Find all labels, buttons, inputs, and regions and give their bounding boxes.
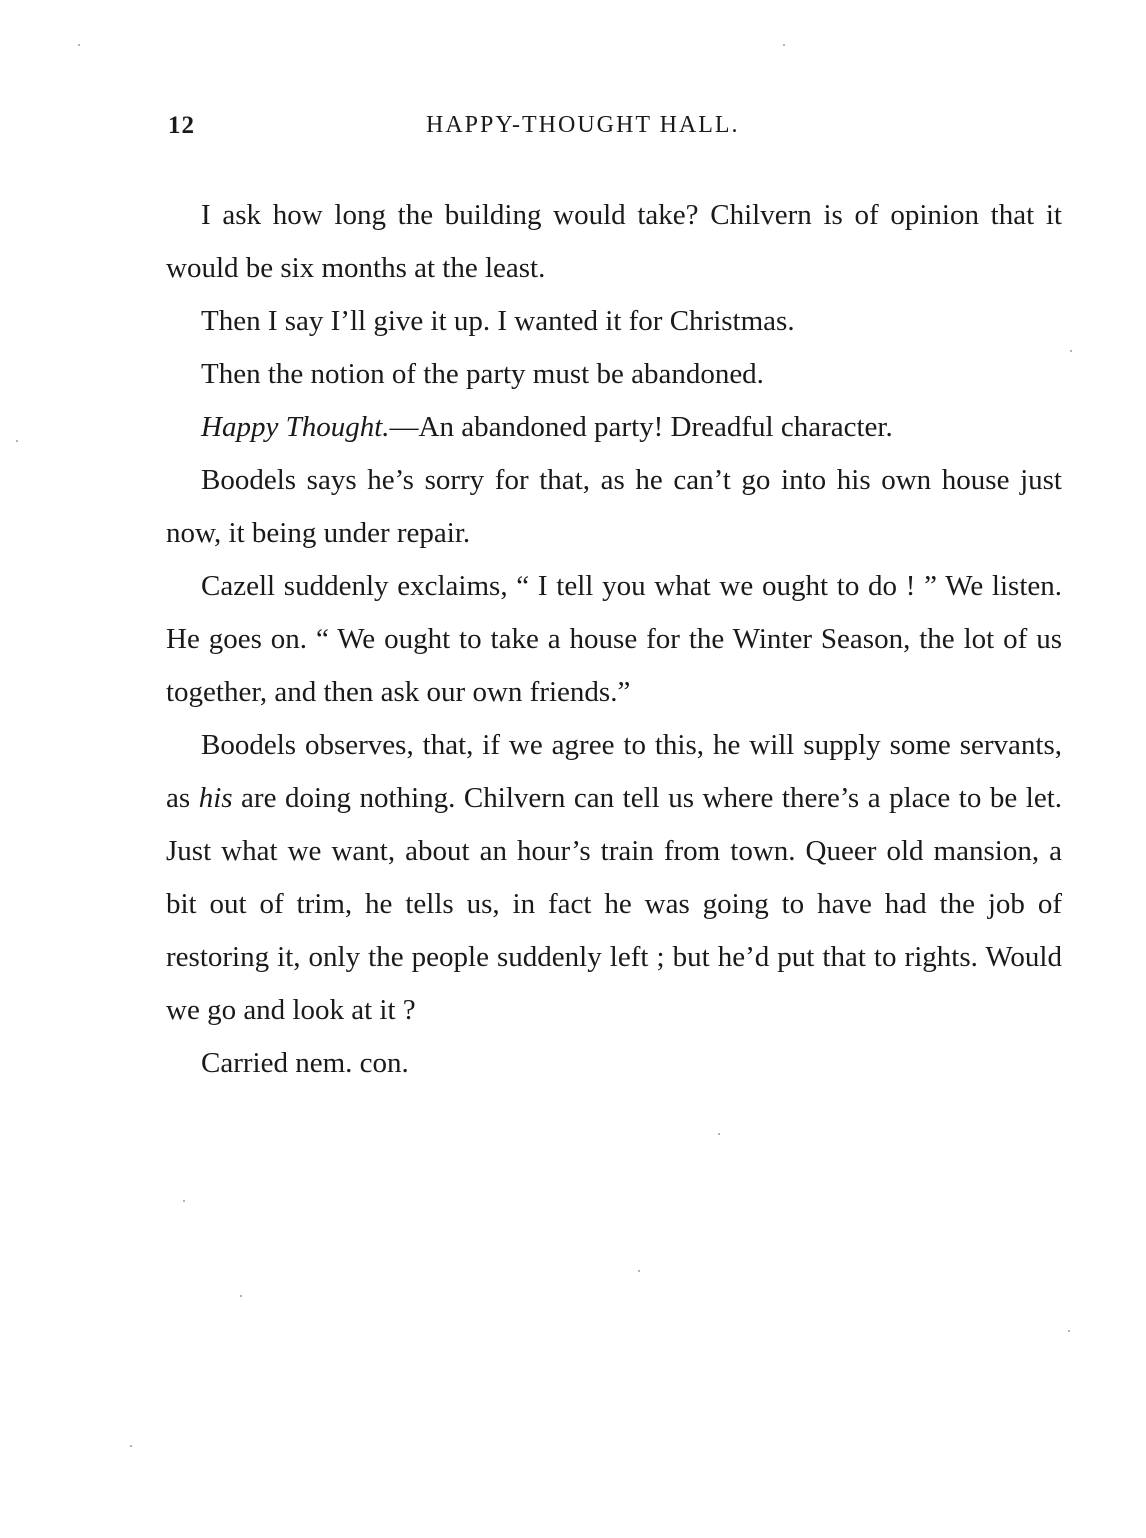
scan-speck (638, 1270, 640, 1272)
paragraph: Then I say I’ll give it up. I wanted it for Christmas. (201, 305, 795, 337)
scan-speck (1068, 1330, 1070, 1332)
paragraph: Carried nem. con. (201, 1047, 409, 1079)
paragraph (166, 401, 1062, 454)
paragraph-text: Boodels observes, that, if we agree to this, he will supply some servants, as (166, 729, 1062, 814)
italic-word: his (198, 782, 233, 814)
paragraph (166, 719, 1062, 1037)
scan-speck (1070, 350, 1072, 352)
paragraph-text: —An abandoned party! Dreadful character. (389, 411, 893, 443)
scan-speck (240, 1295, 242, 1297)
page-number: 12 (168, 112, 195, 139)
paragraph: I ask how long the building would take? Chilvern is of opinion that it would be six months at the least. (166, 199, 1062, 284)
italic-phrase: Happy Thought. (201, 411, 390, 443)
paragraph: Then the notion of the party must be abandoned. (201, 358, 764, 390)
page-header (168, 112, 1068, 152)
paragraph: Cazell suddenly exclaims, “ I tell you what we ought to do ! ” We listen. He goes on. “ We ought to take a house for the Winter Season, the lot of us together, and then ask our own friends.” (166, 570, 1062, 708)
scan-speck (16, 440, 18, 442)
paragraph-text: are doing nothing. Chilvern can tell us where there’s a place to be let. Just what we want, about an hour’s train from town. Queer old mansion, a bit out of trim, he tells us, in fact he was going to have had the job of restoring it, only the people suddenly left ; but he’d put that to rights. Would we go and look at it ? (166, 782, 1062, 1026)
scan-speck (78, 44, 80, 46)
running-title: HAPPY-THOUGHT HALL. (426, 112, 740, 138)
paragraph: Boodels says he’s sorry for that, as he can’t go into his own house just now, it being under repair. (166, 464, 1062, 549)
scan-speck (183, 1200, 185, 1202)
scan-speck (718, 1133, 720, 1135)
body-text (166, 189, 1062, 1090)
scan-speck (783, 44, 785, 46)
scan-speck (130, 1445, 132, 1447)
